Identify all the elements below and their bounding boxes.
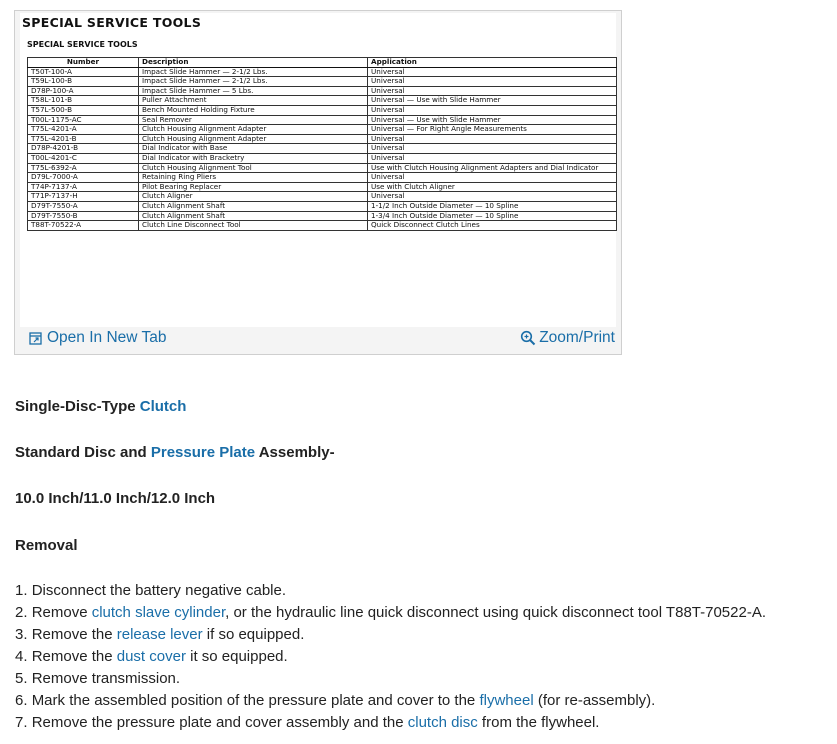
step-number: 4. [15, 648, 28, 665]
pressure-plate-link[interactable]: Pressure Plate [150, 444, 256, 461]
table-row [28, 134, 617, 144]
step-number: 7. [15, 714, 28, 731]
tool-number-cell: D79T-7550-B [28, 211, 139, 221]
table-row [28, 115, 617, 125]
tool-description-cell: Retaining Ring Pliers [139, 173, 368, 183]
step-text: Remove the [31, 626, 117, 643]
tool-application-cell: 1-1/2 Inch Outside Diameter — 10 Spline [368, 201, 617, 211]
heading-clutch-type [15, 398, 186, 415]
table-row [28, 86, 617, 96]
open-in-new-tab-link[interactable] [29, 329, 166, 347]
tool-application-cell: Universal — Use with Slide Hammer [368, 96, 617, 106]
tool-application-cell: Use with Clutch Housing Alignment Adapters and Dial Indicator [368, 163, 617, 173]
step-number: 3. [15, 626, 28, 643]
step-text-after: from the flywheel. [477, 714, 600, 731]
tool-number-cell: T74P-7137-A [28, 182, 139, 192]
table-row [28, 173, 617, 183]
figure-footer [15, 329, 621, 354]
tool-number-cell: D78P-4201-B [28, 144, 139, 154]
tool-application-cell: Universal [368, 67, 617, 77]
step-number: 2. [15, 604, 28, 621]
step-link[interactable]: clutch slave cylinder [91, 604, 226, 621]
step-text-after: if so equipped. [202, 626, 305, 643]
tool-description-cell: Dial Indicator with Base [139, 144, 368, 154]
tool-description-cell: Seal Remover [139, 115, 368, 125]
column-header-description: Description [139, 58, 368, 68]
tool-number-cell: T71P-7137-H [28, 192, 139, 202]
heading-sizes: 10.0 Inch/11.0 Inch/12.0 Inch [15, 490, 216, 507]
tool-application-cell: Universal — For Right Angle Measurements [368, 125, 617, 135]
removal-step [15, 602, 766, 624]
table-row [28, 67, 617, 77]
special-service-tools-scan [20, 13, 616, 327]
tool-application-cell: Quick Disconnect Clutch Lines [368, 221, 617, 231]
removal-step [15, 712, 766, 734]
step-link[interactable]: release lever [116, 626, 203, 643]
tool-number-cell: T00L-1175-AC [28, 115, 139, 125]
magnifier-icon [520, 330, 536, 346]
tool-application-cell: Universal [368, 77, 617, 87]
step-link[interactable]: flywheel [479, 692, 534, 709]
table-row [28, 144, 617, 154]
table-row [28, 211, 617, 221]
tool-description-cell: Dial Indicator with Bracketry [139, 153, 368, 163]
step-number: 1. [15, 582, 28, 599]
step-text-after: , or the hydraulic line quick disconnect using quick disconnect tool T88T-70522-A. [225, 604, 766, 621]
tool-number-cell: D79L-7000-A [28, 173, 139, 183]
tool-application-cell: 1-3/4 Inch Outside Diameter — 10 Spline [368, 211, 617, 221]
tool-number-cell: T57L-500-B [28, 105, 139, 115]
tool-application-cell: Universal [368, 134, 617, 144]
step-text: Remove the [31, 648, 117, 665]
zoom-print-label: Zoom/Print [539, 329, 615, 346]
scan-subtitle: SPECIAL SERVICE TOOLS [27, 40, 138, 49]
tool-description-cell: Impact Slide Hammer — 2-1/2 Lbs. [139, 77, 368, 87]
tool-number-cell: D79T-7550-A [28, 201, 139, 211]
tool-description-cell: Clutch Alignment Shaft [139, 201, 368, 211]
tool-description-cell: Clutch Line Disconnect Tool [139, 221, 368, 231]
step-text: Disconnect the battery negative cable. [31, 582, 287, 599]
tool-application-cell: Universal [368, 86, 617, 96]
tool-application-cell: Universal [368, 173, 617, 183]
tool-number-cell: T50T-100-A [28, 67, 139, 77]
heading-disc-assembly [15, 444, 335, 461]
removal-step [15, 668, 766, 690]
tool-description-cell: Impact Slide Hammer — 2-1/2 Lbs. [139, 67, 368, 77]
removal-step [15, 646, 766, 668]
tool-description-cell: Bench Mounted Holding Fixture [139, 105, 368, 115]
step-text: Mark the assembled position of the pressure plate and cover to the [31, 692, 480, 709]
removal-step [15, 624, 766, 646]
table-row [28, 125, 617, 135]
removal-steps-list [15, 580, 766, 734]
step-link[interactable]: dust cover [116, 648, 186, 665]
tool-description-cell: Impact Slide Hammer — 5 Lbs. [139, 86, 368, 96]
step-link[interactable]: clutch disc [407, 714, 478, 731]
tool-description-cell: Clutch Housing Alignment Adapter [139, 125, 368, 135]
tool-description-cell: Clutch Aligner [139, 192, 368, 202]
tool-number-cell: T88T-70522-A [28, 221, 139, 231]
scan-title: SPECIAL SERVICE TOOLS [22, 15, 202, 30]
tool-number-cell: T75L-4201-A [28, 125, 139, 135]
tool-description-cell: Pilot Bearing Replacer [139, 182, 368, 192]
tool-number-cell: T59L-100-B [28, 77, 139, 87]
heading-clutch-type-text: Single-Disc-Type [15, 398, 140, 415]
tool-application-cell: Use with Clutch Aligner [368, 182, 617, 192]
open-in-new-tab-icon [29, 332, 42, 345]
removal-step [15, 580, 766, 602]
tool-application-cell: Universal [368, 153, 617, 163]
tool-application-cell: Universal [368, 105, 617, 115]
clutch-link[interactable]: Clutch [139, 398, 187, 415]
tool-number-cell: T00L-4201-C [28, 153, 139, 163]
table-row [28, 96, 617, 106]
tool-description-cell: Puller Attachment [139, 96, 368, 106]
table-row [28, 163, 617, 173]
column-header-number: Number [28, 58, 139, 68]
table-row [28, 192, 617, 202]
heading-removal: Removal [15, 537, 78, 554]
figure-container [14, 10, 622, 355]
tool-number-cell: T58L-101-B [28, 96, 139, 106]
heading-disc-suffix: Assembly- [255, 444, 335, 461]
tool-application-cell: Universal [368, 192, 617, 202]
step-text: Remove the pressure plate and cover assembly and the [31, 714, 408, 731]
column-header-application: Application [368, 58, 617, 68]
tools-table [27, 57, 617, 231]
tool-number-cell: D78P-100-A [28, 86, 139, 96]
tool-application-cell: Universal [368, 144, 617, 154]
table-row [28, 221, 617, 231]
step-text: Remove transmission. [31, 670, 181, 687]
table-row [28, 201, 617, 211]
table-row [28, 77, 617, 87]
removal-step [15, 690, 766, 712]
open-in-new-tab-label: Open In New Tab [47, 329, 167, 346]
tool-number-cell: T75L-6392-A [28, 163, 139, 173]
zoom-print-link[interactable] [520, 329, 615, 347]
step-text: Remove [31, 604, 92, 621]
tool-description-cell: Clutch Housing Alignment Tool [139, 163, 368, 173]
tool-application-cell: Universal — Use with Slide Hammer [368, 115, 617, 125]
step-number: 5. [15, 670, 28, 687]
tool-description-cell: Clutch Alignment Shaft [139, 211, 368, 221]
tools-table-header [28, 58, 617, 68]
table-row [28, 182, 617, 192]
step-number: 6. [15, 692, 28, 709]
table-row [28, 153, 617, 163]
step-text-after: (for re-assembly). [533, 692, 656, 709]
tool-number-cell: T75L-4201-B [28, 134, 139, 144]
table-row [28, 105, 617, 115]
tool-description-cell: Clutch Housing Alignment Adapter [139, 134, 368, 144]
heading-disc-text: Standard Disc and [15, 444, 151, 461]
step-text-after: it so equipped. [185, 648, 288, 665]
